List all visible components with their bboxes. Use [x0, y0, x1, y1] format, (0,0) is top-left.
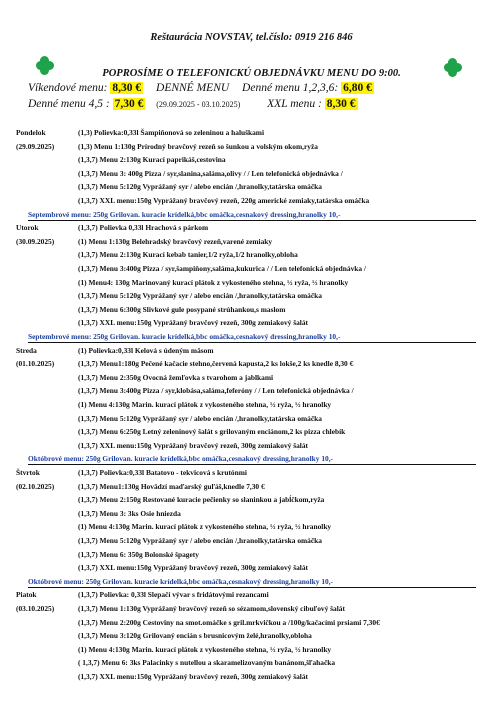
- menu-item: ( 1,3,7) Menu 6: 3ks Palacinky s nutellou a skaramelizovaným banánom,šľahačka: [78, 658, 336, 668]
- day-label: (01.10.2025): [16, 359, 55, 369]
- divider: [28, 587, 476, 588]
- day-label: (02.10.2025): [16, 481, 55, 491]
- restaurant-title: Reštaurácia NOVSTAV, tel.číslo: 0919 216 846: [150, 32, 353, 43]
- monthly-special: Októbrové menu: 250g Grilovan. kuracie krídelká,bbc omáčka,cesnakový dressing,hranolky 10,-: [28, 454, 334, 464]
- menu-item: (1,3,7) XXL menu:150g Vyprážaný bravčový rezeň, 300g zemiakový šalát: [78, 318, 308, 328]
- menu-item: (1,3,7) Menu 2:200g Cestoviny na smot.omáčke s gril.mrkvičkou a /100g/kačacími prsiami 7,30€: [78, 617, 380, 627]
- menu-item: (1,3) Polievka:0,33l Šampiňonová so zeleninou a haluškami: [78, 128, 265, 137]
- divider: [28, 464, 476, 465]
- menu-item: (1,3,7) Menu 3:400g Pizza / syr,šampiňony,saláma,kukurica / / Len telefonická objednávka /: [78, 264, 366, 273]
- weekend-line: [28, 82, 374, 94]
- day-label: (30.09.2025): [16, 236, 55, 246]
- divider: [28, 220, 476, 221]
- monthly-special: Októbrové menu: 250g Grilovan. kuracie krídelká,bbc omáčka,cesnakový dressing,hranolky 10,-: [28, 576, 334, 586]
- menu-item: (1,3,7) Menu 5:120g Vyprážaný syr / alebo encián /,hranolky,tatárska omáčka: [78, 413, 322, 423]
- xxl-label: XXL menu :: [267, 98, 322, 110]
- menu-item: (1,3,7) Menu 3: 400g Pizza / syr,slanina,saláma,olivy / / Len telefonická objednávka /: [78, 168, 343, 178]
- menu-item: (1) Polievka:0,33l Kelová s údeným mäsom: [78, 345, 214, 355]
- menu-item: (1,3,7) Polievka 0,33l Hrachová s párkom: [78, 223, 209, 233]
- menu-item: (1,3,7) Menu 1:130g Vyprážaný bravčový rezeň so sézamom,slovenský cibuľový šalát: [78, 604, 345, 613]
- order-note: POPROSÍME O TELEFONICKÚ OBJEDNÁVKU MENU DO 9:00.: [102, 68, 401, 79]
- menu-item: (1,3,7) XXL menu:150g Vyprážaný bravčový rezeň, 300g zemiakový šalát: [78, 440, 308, 450]
- day-label: Utorok: [16, 223, 39, 233]
- menu-item: (1,3,7) Menu 6:250g Letný zeleninový šalát s grilovaným enciánom,2 ks pizza chlebík: [78, 427, 346, 437]
- menu-item: (1,3,7) Menu 5:120g Vyprážaný syr / alebo encián /,hranolky,tatárska omáčka: [78, 291, 322, 301]
- divider: [28, 342, 476, 343]
- menu-item: (1) Menu 4:130g Marin. kurací plátok z vykosteného stehna, ½ ryža, ½ hranolky: [78, 522, 332, 532]
- menu45-price: 7,30 €: [114, 98, 144, 110]
- weekend-label: Víkendové menu:: [28, 82, 108, 94]
- menu-item: (1) Menu 4:130g Marin. kurací plátok z vykosteného stehna, ½ ryža, ½ hranolky: [78, 644, 332, 654]
- menu1236-label: Denné menu 1,2,3,6:: [242, 82, 339, 94]
- day-label: Piatok: [16, 590, 37, 600]
- xxl-price: 8,30 €: [326, 98, 356, 110]
- menu-item: (1,3,7) Menu 3: 3ks Osie hniezda: [78, 508, 181, 518]
- menu-item: (1,3,7) Menu1:130g Hovädzí maďarský guľáš,knedle 7,30 €: [78, 481, 265, 491]
- menu-item: (1,3,7) Menu 2:150g Restované kuracie pečienky so slaninkou a jabĺčkom,ryža: [78, 495, 325, 505]
- monthly-special: Septembrové menu: 250g Grilovan. kuracie krídelká,bbc omáčka,cesnakový dressing,hranolky 10,-: [28, 332, 341, 341]
- menu-item: (1,3,7) Menu 2:130g Kurací kebab tanier,1/2 ryža,1/2 hranolky,obloha: [78, 250, 298, 260]
- menu-item: (1,3,7) XXL menu:150g Vyprážaný bravčový rezeň, 300g zemiakový šalát: [78, 563, 308, 573]
- weekend-price: 8,30 €: [112, 82, 142, 94]
- menu-item: (1,3,7) XXL menu:150g Vyprážaný bravčový rezeň, 300g zemiakový šalát: [78, 672, 308, 681]
- menu45-label: Denné menu 4,5 :: [28, 98, 110, 110]
- day-label: Štvrtok: [16, 468, 40, 477]
- daily-menu-label: DENNÉ MENU: [156, 82, 230, 94]
- menu-item: (1) Menu 1:130g Belehradský bravčový rezeň,varené zemiaky: [78, 236, 273, 246]
- day-label: Streda: [16, 345, 37, 355]
- menu-item: (1,3,7) Menu 6:300g Slivkové gule posypané strúhankou,s maslom: [78, 304, 286, 314]
- monthly-special: Septembrové menu: 250g Grilovan. kuracie krídelká,bbc omáčka,cesnakový dressing,hranolky 10,-: [28, 209, 341, 219]
- menu-item: (1,3,7) Menu 5:120g Vyprážaný syr / alebo encián /,hranolky,tatárska omáčka: [78, 182, 322, 192]
- menu-item: (1,3) Menu 1:130g Prírodný bravčový rezeň so šunkou a volským okom,ryža: [78, 141, 318, 151]
- menu45-line: [28, 98, 358, 110]
- menu-item: (1,3,7) Menu 5:120g Vyprážaný syr / alebo encián /,hranolky,tatárska omáčka: [78, 536, 322, 545]
- menu-item: (1,3,7) Polievka: 0,33l Slepačí vývar s fridátovými rezancami: [78, 590, 269, 600]
- menu-item: (1,3,7) XXL menu:150g Vyprážaný bravčový rezeň, 220g americké zemiaky,tatárska omáčka: [78, 196, 370, 205]
- menu-item: (1,3,7) Menu 2:130g Kurací paprikáš,cestovina: [78, 155, 226, 165]
- menu-item: (1,3,7) Menu 3:120g Grilovaný encián s brusnicovým želé,hranolky,obloha: [78, 631, 312, 641]
- menu-item: (1,3,7) Menu 3:400g Pizza / syr,klobása,saláma,feferóny / / Len telefonická objednávka /: [78, 386, 354, 396]
- day-label: (29.09.2025): [16, 141, 55, 151]
- menu-item: (1) Menu 4:130g Marin. kurací plátok z vykosteného stehna, ½ ryža, ½ hranolky: [78, 400, 332, 409]
- menu1236-price: 6,80 €: [343, 82, 372, 94]
- menu-item: (1,3,7) Menu1:180g Pečené kačacie stehno,červená kapusta,2 ks lokše,2 ks knedle 8,30 €: [78, 359, 354, 369]
- date-range: (29.09.2025 - 03.10.2025): [156, 100, 241, 109]
- menu-item: (1,3,7) Menu 6: 350g Bolonské špagety: [78, 549, 199, 559]
- day-label: (03.10.2025): [16, 604, 55, 613]
- menu-item: (1) Menu4: 130g Marinovaný kurací plátok z vykosteného stehna, ½ ryža, ½ hranolky: [78, 277, 349, 287]
- day-label: Pondelok: [16, 128, 46, 137]
- menu-item: (1,3,7) Menu 2:350g Ovocná žemľovka s tvarohom a jablkami: [78, 372, 274, 382]
- menu-item: (1,3,7) Polievka:0,33l Batatovo - tekvicová s krutónmi: [78, 468, 247, 477]
